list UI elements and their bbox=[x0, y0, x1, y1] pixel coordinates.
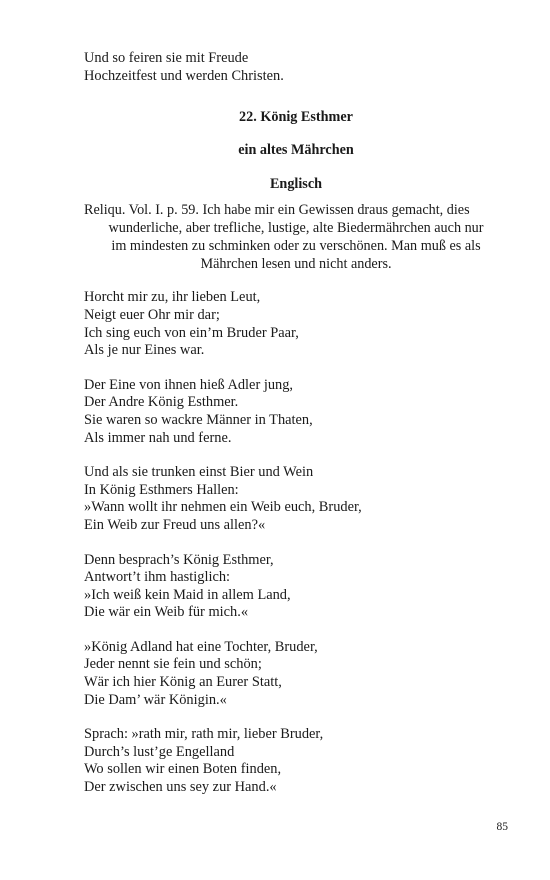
poem-subtitle: ein altes Mährchen bbox=[238, 142, 354, 159]
verse-line: Sprach: »rath mir, rath mir, lieber Bruder, bbox=[84, 726, 324, 743]
verse-line: Der zwischen uns sey zur Hand.« bbox=[84, 779, 277, 796]
verse-line: Als immer nah und ferne. bbox=[84, 429, 232, 446]
stanza bbox=[84, 726, 508, 796]
verse-line: Die Dam’ wär Königin.« bbox=[84, 691, 227, 708]
verse-line: Wo sollen wir einen Boten finden, bbox=[84, 761, 282, 778]
stanza bbox=[84, 289, 508, 359]
preface-line: Reliqu. Vol. I. p. 59. Ich habe mir ein Gewissen draus gemacht, dies bbox=[84, 202, 470, 219]
page-number: 85 bbox=[496, 821, 508, 833]
poem-language: Englisch bbox=[269, 176, 323, 193]
verse-line: Sie waren so wackre Männer in Thaten, bbox=[84, 411, 313, 428]
verse-line: Ich sing euch von ein’m Bruder Paar, bbox=[84, 324, 299, 341]
verse-line: In König Esthmers Hallen: bbox=[84, 481, 239, 498]
book-page bbox=[84, 50, 508, 814]
verse-line: Die wär ein Weib für mich.« bbox=[84, 604, 249, 621]
verse-line: Antwort’t ihm hastiglich: bbox=[84, 569, 231, 586]
verse-line: Horcht mir zu, ihr lieben Leut, bbox=[84, 289, 261, 306]
verse-line: Jeder nennt sie fein und schön; bbox=[84, 656, 262, 673]
verse-line: Und als sie trunken einst Bier und Wein bbox=[84, 464, 314, 481]
verse-line: »König Adland hat eine Tochter, Bruder, bbox=[84, 638, 318, 655]
verse-line: Ein Weib zur Freud uns allen?« bbox=[84, 516, 266, 533]
verse-line: Neigt euer Ohr mir dar; bbox=[84, 306, 220, 323]
intro-verse bbox=[84, 50, 508, 85]
verse-line: »Wann wollt ihr nehmen ein Weib euch, Bruder, bbox=[84, 499, 362, 516]
verse-line: Als je nur Eines war. bbox=[84, 342, 205, 359]
stanza bbox=[84, 639, 508, 709]
stanza bbox=[84, 464, 508, 534]
preface-line: wunderliche, aber trefliche, lustige, alte Biedermährchen auch nur bbox=[108, 219, 484, 236]
verse-line: Denn besprach’s König Esthmer, bbox=[84, 551, 274, 568]
verse-line: Der Andre König Esthmer. bbox=[84, 394, 239, 411]
verse-line: Und so feiren sie mit Freude bbox=[84, 50, 249, 66]
poem-title: 22. König Esthmer bbox=[239, 109, 353, 126]
verse-line: Durch’s lust’ge Engelland bbox=[84, 743, 235, 760]
verse-line: Wär ich hier König an Eurer Statt, bbox=[84, 674, 282, 691]
poem-body bbox=[84, 289, 508, 796]
verse-line: Hochzeitfest und werden Christen. bbox=[84, 67, 284, 84]
preface-note bbox=[84, 202, 508, 273]
preface-line: im mindesten zu schminken oder zu verschönen. Man muß es als bbox=[111, 237, 481, 254]
verse-line: Der Eine von ihnen hieß Adler jung, bbox=[84, 376, 294, 393]
stanza bbox=[84, 552, 508, 622]
verse-line: »Ich weiß kein Maid in allem Land, bbox=[84, 586, 291, 603]
stanza bbox=[84, 377, 508, 447]
preface-line: Mährchen lesen und nicht anders. bbox=[200, 255, 392, 272]
